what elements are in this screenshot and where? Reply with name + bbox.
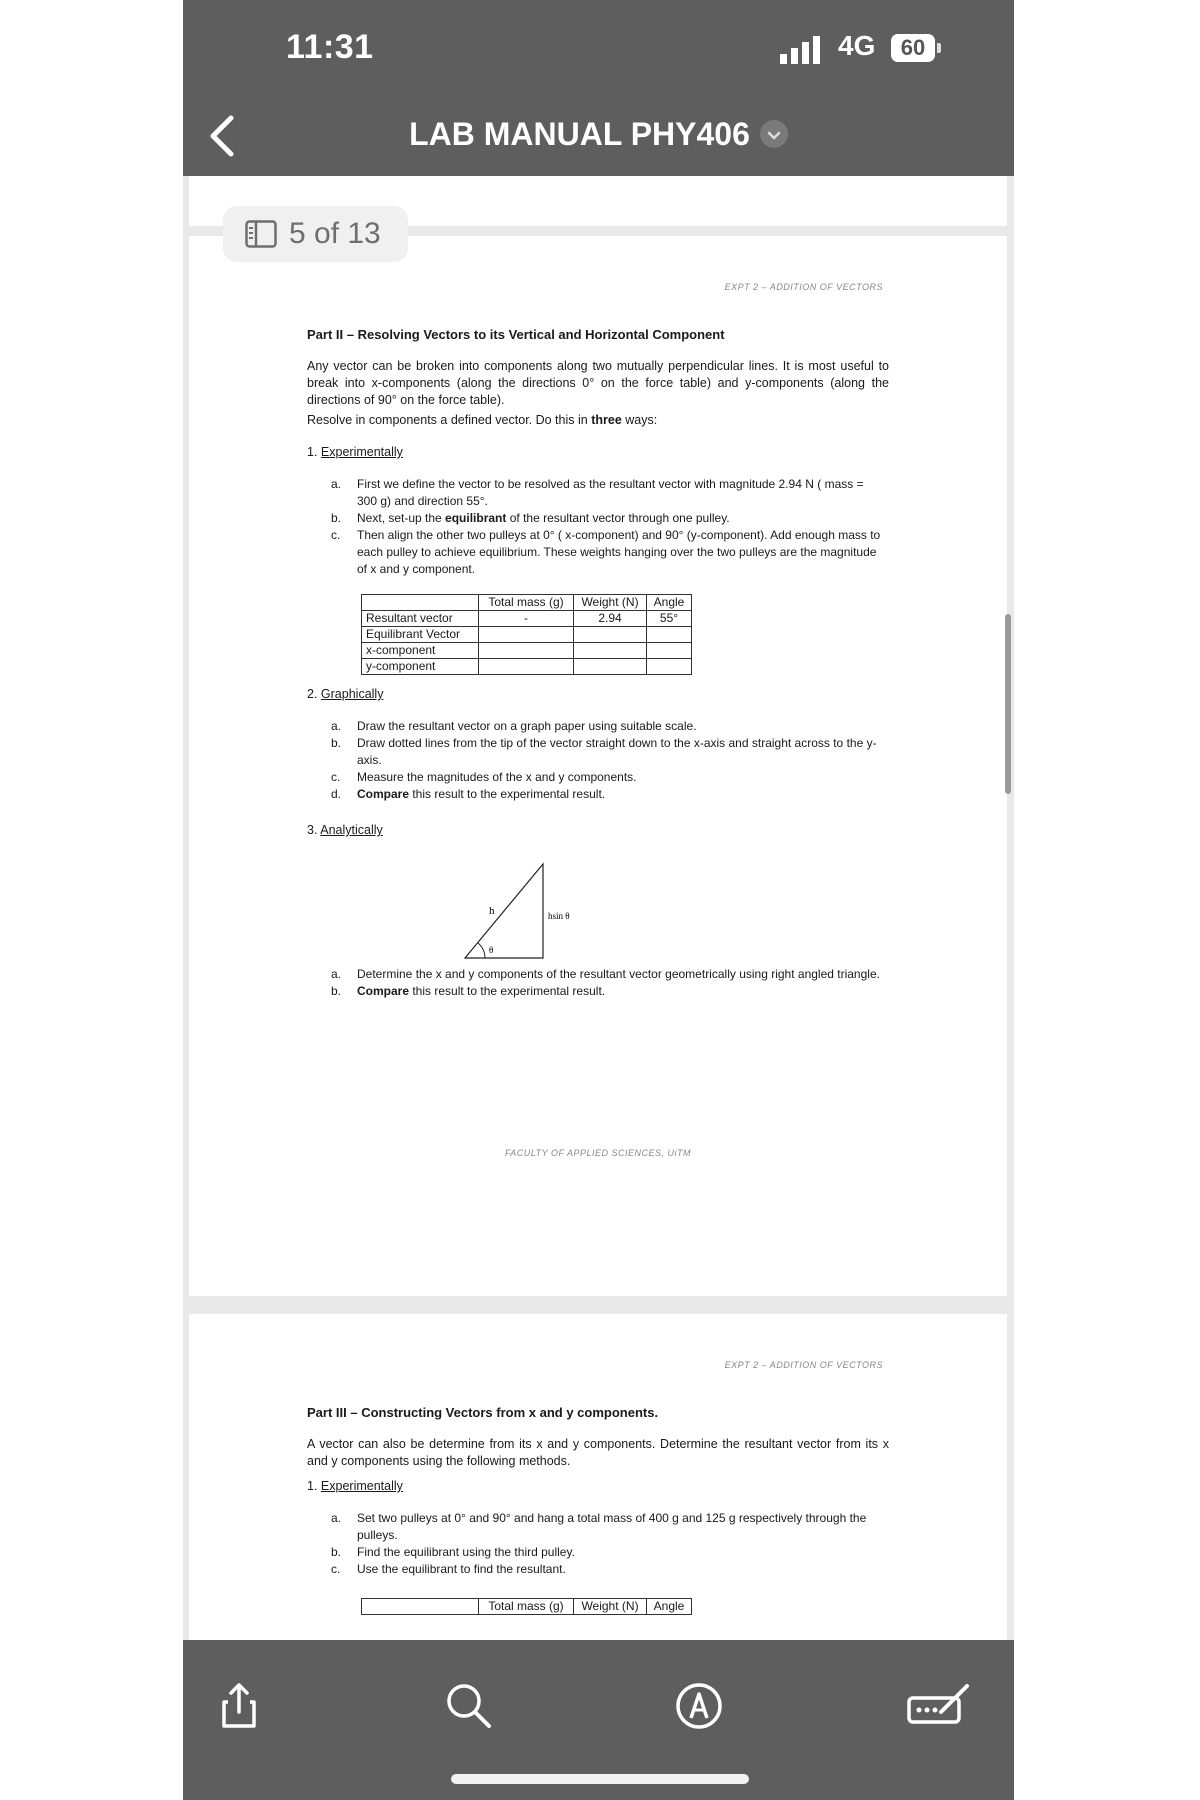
section-number: 2. [307,687,318,701]
right-triangle-diagram [451,852,611,964]
document-title-text: LAB MANUAL PHY406 [409,116,750,152]
list-marker: d. [331,787,342,801]
list-item [331,476,881,510]
section-2-steps [331,718,881,803]
angle-arc [478,943,485,958]
pdf-page-6 [189,1314,1007,1644]
table-cell [479,627,574,643]
table-cell [574,627,647,643]
resolve-end: ways: [625,413,658,427]
part2-intro: Any vector can be broken into components along two mutually perpendicular lines. It is most useful to break into x-components (along the directions 0° on the force table) and y-components (along the directions of 90° on the force table). [307,359,889,407]
resolve-text: Resolve in components a defined vector. Do this in [307,413,588,427]
battery-nub [937,43,941,53]
list-text: Find the equilibrant using the third pulley. [357,1545,575,1559]
page-header: EXPT 2 – ADDITION OF VECTORS [724,282,883,292]
list-text: Then align the other two pulleys at 0° ( x-component) and 90° (y-component). Add enough mass to each pulley to achieve equilibrium. These weights hanging over the two pulleys are the magnitude of x and y component. [357,528,881,576]
table-cell: Equilibrant Vector [362,627,479,643]
table-cell: - [479,611,574,627]
phone-screen [183,0,1014,1800]
markup-icon[interactable] [671,1678,727,1734]
table-cell [647,659,692,675]
list-marker: b. [331,984,342,998]
part3-title [307,1404,889,1422]
page-header: EXPT 2 – ADDITION OF VECTORS [724,1360,883,1370]
status-time: 11:31 [286,28,374,66]
list-text: Compare this result to the experimental result. [357,787,606,801]
table-cell: x-component [362,643,479,659]
resolve-bold: three [591,413,622,427]
table-cell [647,627,692,643]
part2-title [307,326,889,344]
list-marker: a. [331,719,342,733]
list-text: Use the equilibrant to find the resultant. [357,1562,566,1576]
list-marker: c. [331,528,341,542]
table-row [362,659,692,675]
home-indicator[interactable] [451,1774,749,1784]
table-cell [479,643,574,659]
section-2-heading [307,686,889,703]
list-text: Determine the x and y components of the resultant vector geometrically using right angled triangle. [357,967,880,981]
table-cell: 2.94 [574,611,647,627]
top-bar [183,0,1014,176]
document-viewer[interactable] [183,176,1014,1640]
share-icon[interactable] [211,1678,267,1734]
section-1-steps [331,476,881,578]
part2-title-text: Part II – Resolving Vectors to its Vertical and Horizontal Component [307,327,725,342]
list-item [331,1561,881,1578]
section-number: 1. [307,1479,318,1493]
table-cell [574,659,647,675]
thumbnails-icon [245,220,277,248]
list-text: First we define the vector to be resolved as the resultant vector with magnitude 2.94 N ( mass = 300 g) and direction 55°. [357,477,864,508]
list-marker: b. [331,736,342,750]
angle-label: θ [489,945,494,955]
table-header-row [362,595,692,611]
list-text: Next, set-up the equilibrant of the resultant vector through one pulley. [357,511,730,525]
section-3-heading [307,822,889,839]
list-item [331,735,881,769]
hyp-label: h [489,905,495,917]
section-title: Graphically [320,687,384,701]
table-cell [574,643,647,659]
table-row [362,611,692,627]
list-item [331,966,881,983]
scroll-indicator[interactable] [1005,614,1011,794]
table-header-cell: Total mass (g) [479,595,574,611]
document-title[interactable] [183,116,1014,153]
section-1-heading [307,444,889,461]
table-header-cell: Angle [647,595,692,611]
part3-steps [331,1510,881,1578]
page-footer: FACULTY OF APPLIED SCIENCES, UiTM [504,1148,692,1158]
signal-icon [780,36,822,64]
resolve-instruction [307,412,889,429]
table-header-cell: Angle [647,1599,692,1615]
list-item [331,718,881,735]
network-type: 4G [838,30,876,61]
table-header-row [362,1599,692,1615]
table-cell: y-component [362,659,479,675]
list-text: Set two pulleys at 0° and 90° and hang a total mass of 400 g and 125 g respectively through the pulleys. [357,1511,867,1542]
list-text: Draw dotted lines from the tip of the vector straight down to the x-axis and straight across to the y-axis. [357,736,877,767]
table-row [362,643,692,659]
triangle-shape [465,864,543,958]
part3-section-1-heading [307,1478,889,1495]
list-text: Draw the resultant vector on a graph paper using suitable scale. [357,719,697,733]
list-text: Measure the magnitudes of the x and y components. [357,770,637,784]
section-title: Experimentally [320,445,403,459]
table-cell [479,659,574,675]
section-3-steps [331,966,881,1000]
table-header-cell: Weight (N) [574,595,647,611]
table-header-cell: Weight (N) [574,1599,647,1615]
page-counter-text: 5 of 13 [289,217,381,250]
part3-intro: A vector can also be determine from its x and y components. Determine the resultant vector from its x and y components using the following methods. [307,1437,889,1468]
battery-icon: 60 [891,34,935,62]
list-item [331,769,881,786]
search-icon[interactable] [441,1678,497,1734]
list-item [331,983,881,1000]
list-text: Compare this result to the experimental result. [357,984,606,998]
section-title: Experimentally [320,1479,403,1493]
table-cell: 55° [647,611,692,627]
chevron-down-icon[interactable] [760,120,788,148]
bottom-toolbar [183,1640,1014,1800]
data-table-part3 [361,1598,692,1615]
section-number: 3. [307,823,318,837]
list-marker: a. [331,1511,342,1525]
list-item [331,510,881,527]
list-marker: c. [331,770,341,784]
table-header-cell [362,1599,479,1615]
table-cell [647,643,692,659]
data-table-part2 [361,594,692,675]
list-item [331,1510,881,1544]
table-header-cell [362,595,479,611]
list-marker: a. [331,477,342,491]
list-marker: c. [331,1562,341,1576]
pdf-page-5 [189,236,1007,1296]
section-number: 1. [307,445,318,459]
page-counter[interactable] [223,206,408,262]
edit-form-icon[interactable] [905,1678,975,1734]
section-title: Analytically [320,823,383,837]
list-marker: b. [331,1545,342,1559]
table-row [362,627,692,643]
list-item [331,1544,881,1561]
list-item [331,527,881,578]
list-item [331,786,881,803]
table-header-cell: Total mass (g) [479,1599,574,1615]
opp-label: hsin θ [548,911,570,921]
part3-title-text: Part III – Constructing Vectors from x and y components. [307,1405,659,1420]
list-marker: b. [331,511,342,525]
list-marker: a. [331,967,342,981]
table-cell: Resultant vector [362,611,479,627]
